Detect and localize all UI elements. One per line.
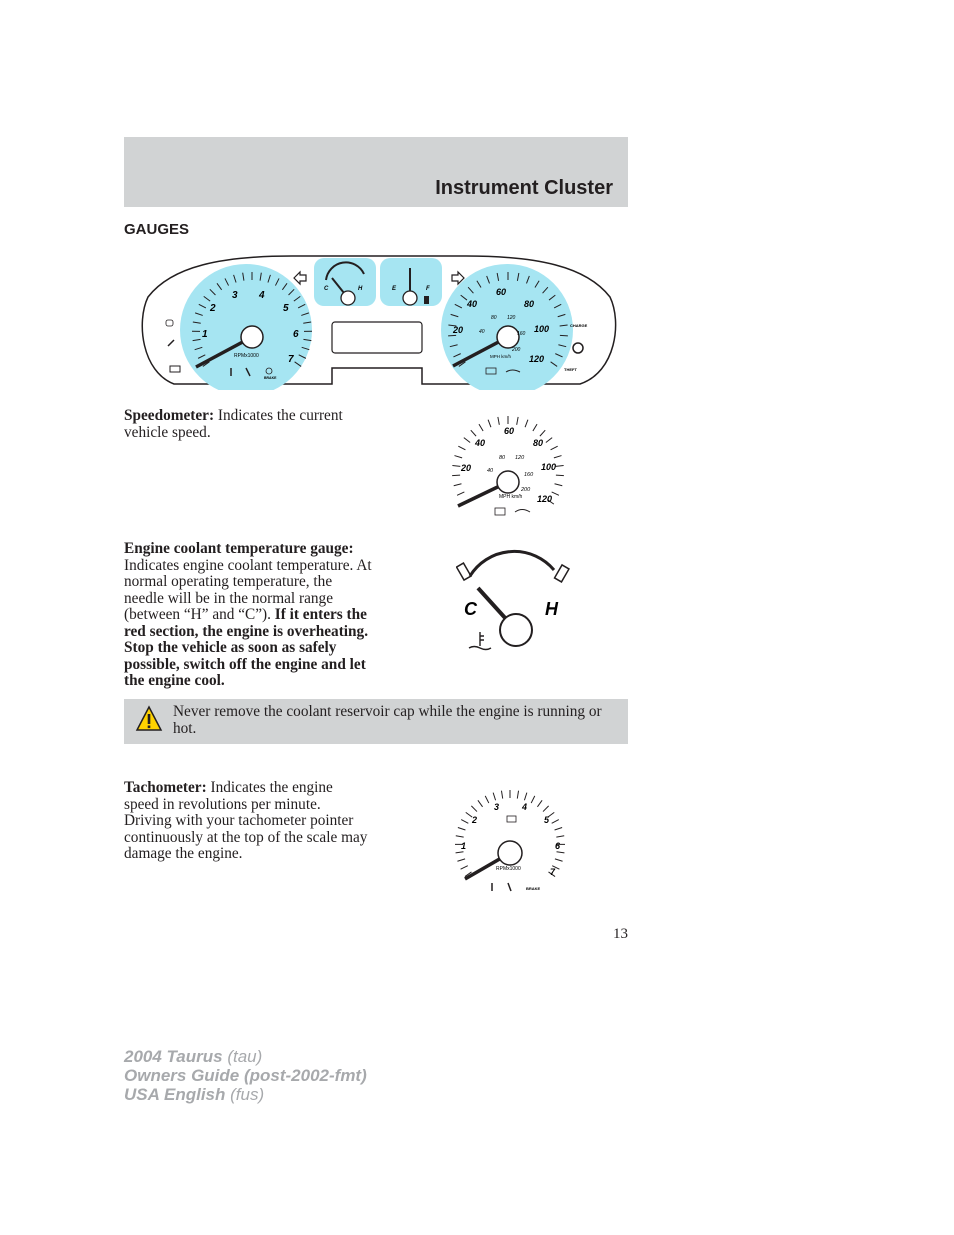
coolant-gauge-illustration	[456, 548, 574, 654]
battery-icon	[495, 508, 505, 515]
gauge-tick	[543, 806, 549, 812]
cluster-tach-unit: RPMx1000	[234, 353, 259, 359]
tach-3: 3	[494, 802, 500, 812]
speedo-kmh-80: 80	[499, 455, 506, 461]
gauge-tick	[456, 836, 464, 837]
speedo-kmh-120: 120	[515, 455, 525, 461]
footer	[124, 1047, 367, 1104]
cluster-fuel-f: F	[426, 286, 430, 292]
gauge-tick	[448, 335, 456, 336]
coolant-thermometer-icon	[469, 632, 491, 650]
footer-line-3: USA English (fus)	[124, 1085, 265, 1104]
turn-left-arrow-icon	[294, 272, 306, 284]
speedometer-paragraph	[124, 408, 354, 441]
cluster-kmh-200: 200	[512, 347, 521, 353]
cluster-tach-hub	[241, 326, 263, 348]
cluster-tach-5: 5	[283, 303, 289, 314]
cluster-tach-2: 2	[210, 303, 216, 314]
cluster-kmh-80: 80	[491, 315, 497, 321]
cluster-fuel-hub	[403, 291, 417, 305]
cluster-brake-label: BRAKE	[264, 376, 277, 380]
gauge-tick	[546, 438, 552, 443]
gauge-tick	[556, 475, 564, 476]
speedo-kmh-40: 40	[487, 468, 494, 474]
tach-5: 5	[544, 815, 550, 825]
coolant-hub	[500, 614, 532, 646]
gauge-tick	[555, 827, 563, 830]
speedo-mph-100: 100	[541, 462, 557, 472]
gauge-tick	[452, 465, 460, 466]
coolant-term: Engine coolant temperature gauge:	[124, 540, 354, 557]
tach-2: 2	[472, 815, 478, 825]
warning-text: Never remove the coolant reservoir cap while the engine is running or hot.	[173, 703, 602, 737]
gauge-tick	[556, 465, 564, 466]
gauge-tick	[457, 859, 465, 861]
check-engine-icon	[170, 366, 180, 372]
tach-1: 1	[461, 841, 467, 851]
cluster-speed-20: 20	[453, 325, 464, 335]
speedometer-term: Speedometer:	[124, 407, 215, 424]
gauge-tick	[485, 796, 489, 803]
gauge-tick	[456, 852, 464, 853]
gauge-tick	[458, 827, 466, 830]
cluster-temp-h: H	[358, 286, 363, 292]
cluster-speed-100: 100	[534, 324, 550, 334]
page-title: Instrument Cluster	[435, 177, 613, 199]
instrument-cluster-illustration	[136, 252, 622, 390]
gauge-tick	[517, 417, 518, 425]
cluster-temp-hub	[341, 291, 355, 305]
gauge-tick	[524, 793, 526, 801]
warning-triangle-icon	[135, 705, 163, 733]
speedo-mph-120: 120	[537, 494, 553, 504]
gauge-tick	[560, 335, 568, 336]
gauge-tick	[537, 800, 542, 806]
speedo-mph-40: 40	[475, 438, 486, 448]
tach-unit: RPMx1000	[496, 866, 521, 872]
gauge-tick	[488, 420, 491, 427]
gauge-tick	[551, 446, 558, 450]
gauge-tick	[471, 430, 476, 436]
tachometer-illustration	[450, 789, 574, 895]
oil-can-icon	[515, 510, 530, 513]
gauge-tick	[498, 417, 499, 425]
headlamp-icon	[507, 816, 516, 822]
gauge-tick	[479, 424, 483, 431]
footer-line-2: Owners Guide (post-2002-fmt)	[124, 1066, 367, 1085]
cluster-speed-hub	[497, 326, 519, 348]
cluster-kmh-40: 40	[479, 329, 485, 335]
footer-line-1: 2004 Taurus (tau)	[124, 1047, 263, 1066]
gauge-tick	[554, 456, 562, 458]
gauge-tick	[461, 820, 468, 824]
gauge-tick	[525, 420, 528, 427]
gauge-tick	[556, 836, 564, 837]
tachometer-hub	[498, 841, 522, 865]
gauge-tick	[531, 796, 535, 803]
speedometer-text: Indicates the current vehicle speed.	[124, 407, 343, 441]
coolant-hot-marker	[555, 565, 569, 582]
coolant-c-label: C	[464, 599, 477, 619]
coolant-paragraph-intro	[124, 541, 372, 690]
wrench-icon	[168, 340, 174, 346]
gauge-tick	[454, 456, 462, 458]
section-heading: GAUGES	[124, 221, 190, 238]
cluster-speed-unit: MPH km/h	[490, 354, 512, 359]
cluster-kmh-120: 120	[507, 315, 516, 321]
gauge-tick	[555, 859, 563, 861]
cluster-speed-60: 60	[496, 287, 507, 297]
cluster-speed-120: 120	[529, 354, 545, 364]
gauge-tick	[552, 492, 559, 495]
fuel-pump-icon	[424, 296, 429, 304]
cluster-indicator-icon	[573, 343, 583, 353]
cluster-tach-3: 3	[232, 290, 238, 301]
tach-7: 7	[550, 867, 556, 877]
speedo-mph-80: 80	[533, 438, 544, 448]
coolant-text: Indicates engine coolant temperature. At normal operating temperature, the needle will be in the normal range (between “H” and “C”).	[124, 556, 372, 623]
cluster-tach-1: 1	[202, 329, 208, 340]
gauge-tick	[454, 484, 462, 486]
tach-6: 6	[555, 841, 561, 851]
speedo-mph-60: 60	[504, 426, 515, 436]
cluster-tach-7: 7	[288, 354, 294, 365]
cruise-icon	[166, 320, 173, 326]
cluster-tach-4: 4	[259, 290, 265, 301]
speedo-mph-20: 20	[461, 463, 472, 473]
gauge-tick	[517, 791, 518, 799]
gauge-tick	[452, 475, 460, 476]
cluster-center-display	[332, 322, 422, 353]
gauge-tick	[461, 866, 468, 870]
cluster-speed-80: 80	[524, 299, 535, 309]
tachometer-text: Indicates the engine speed in revolutions per minute. Driving with your tachometer pointer continuously at the top of the scale may damage the engine.	[124, 779, 368, 862]
speedometer-illustration	[444, 408, 578, 522]
airbag-icon	[508, 883, 511, 891]
gauge-tick	[552, 820, 559, 824]
coolant-cold-marker	[457, 563, 471, 580]
gauge-tick	[471, 806, 477, 812]
cluster-fuel-e: E	[392, 286, 397, 292]
cluster-speed-40: 40	[467, 299, 478, 309]
gauge-tick	[478, 800, 483, 806]
tach-brake-label: BRAKE	[526, 886, 541, 891]
gauge-tick	[501, 791, 502, 799]
speedo-unit: MPH km/h	[499, 494, 523, 500]
gauge-tick	[457, 492, 464, 495]
header-band	[124, 137, 628, 207]
cluster-charge-label: CHARGE	[570, 323, 588, 328]
cluster-kmh-160: 160	[517, 331, 526, 337]
coolant-bold-warning: If it enters the red section, the engine is overheating. Stop the vehicle as soon as safely possible, switch off the engine and let the engine cool.	[124, 606, 369, 689]
coolant-h-label: H	[545, 599, 558, 619]
gauge-tick	[557, 852, 565, 853]
gauge-tick	[464, 438, 470, 443]
speedometer-hub	[497, 471, 519, 493]
cluster-theft-label: THEFT	[564, 367, 577, 372]
warning-box	[124, 699, 628, 744]
page-number: 13	[613, 926, 628, 942]
gauge-tick	[540, 430, 545, 436]
tachometer-paragraph	[124, 780, 370, 863]
speedo-kmh-200: 200	[521, 487, 531, 493]
gauge-tick	[493, 793, 495, 801]
tachometer-term: Tachometer:	[124, 779, 207, 796]
cluster-temp-c: C	[324, 286, 329, 292]
gauge-tick	[555, 484, 563, 486]
gauge-tick	[533, 424, 537, 431]
cluster-tach-6: 6	[293, 329, 299, 340]
speedo-kmh-160: 160	[524, 472, 534, 478]
gauge-tick	[458, 446, 465, 450]
tach-4: 4	[522, 802, 528, 812]
